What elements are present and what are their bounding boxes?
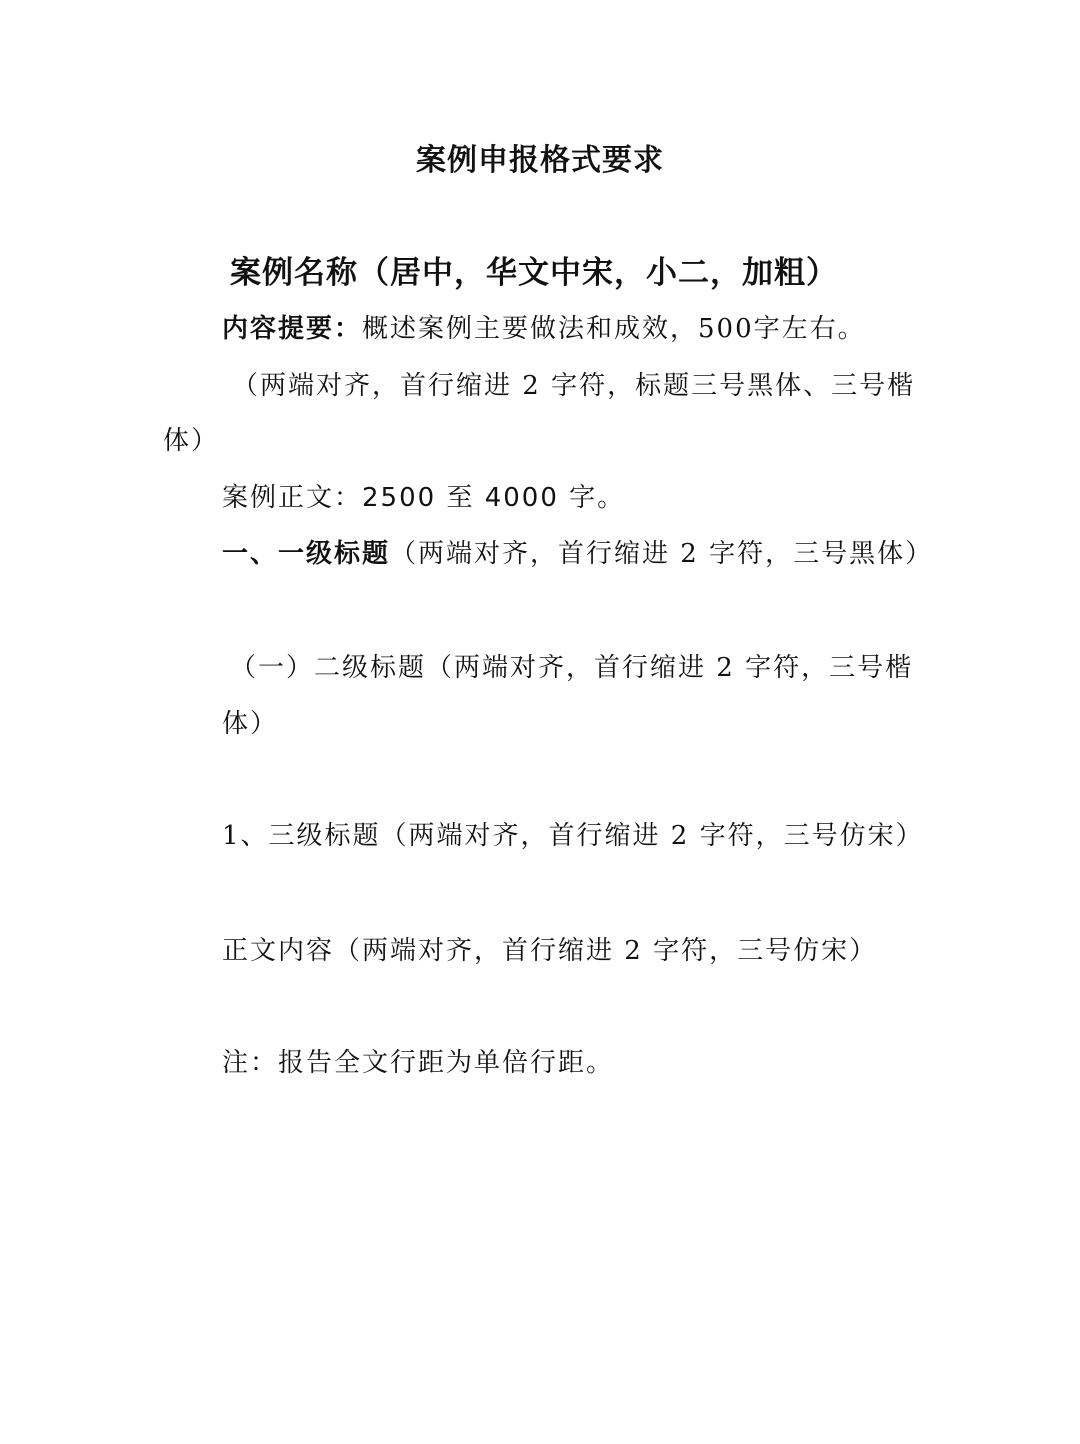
main-body-text: 2500 至 4000 字。 [362, 483, 626, 513]
spacing-note: 注：报告全文行距为单倍行距。 [222, 1048, 615, 1078]
level3-heading-line: 1、三级标题（两端对齐，首行缩进 2 字符，三号仿宋） [222, 821, 924, 851]
level2-heading-line-1: （一）二级标题（两端对齐，首行缩进 2 字符，三号楷 [230, 653, 914, 683]
abstract-label: 内容提要： [222, 314, 363, 344]
main-body-label: 案例正文： [222, 483, 363, 513]
body-content-line: 正文内容（两端对齐，首行缩进 2 字符，三号仿宋） [222, 936, 878, 966]
case-name-heading: 案例名称（居中，华文中宋，小二，加粗） [230, 255, 838, 291]
level1-heading-label: 一、一级标题 [222, 539, 391, 569]
level1-heading-line [222, 541, 933, 567]
main-body-line [222, 485, 625, 511]
level1-heading-note: （两端对齐，首行缩进 2 字符，三号黑体） [390, 539, 934, 569]
abstract-text: 概述案例主要做法和成效，500字左右。 [362, 314, 866, 344]
abstract-format-note-line-1: （两端对齐，首行缩进 2 字符，标题三号黑体、三号楷 [232, 371, 916, 401]
abstract-line [222, 316, 866, 342]
level2-heading-line-2: 体） [222, 709, 279, 739]
abstract-format-note-line-2: 体） [163, 426, 220, 456]
document-title: 案例申报格式要求 [416, 143, 664, 178]
